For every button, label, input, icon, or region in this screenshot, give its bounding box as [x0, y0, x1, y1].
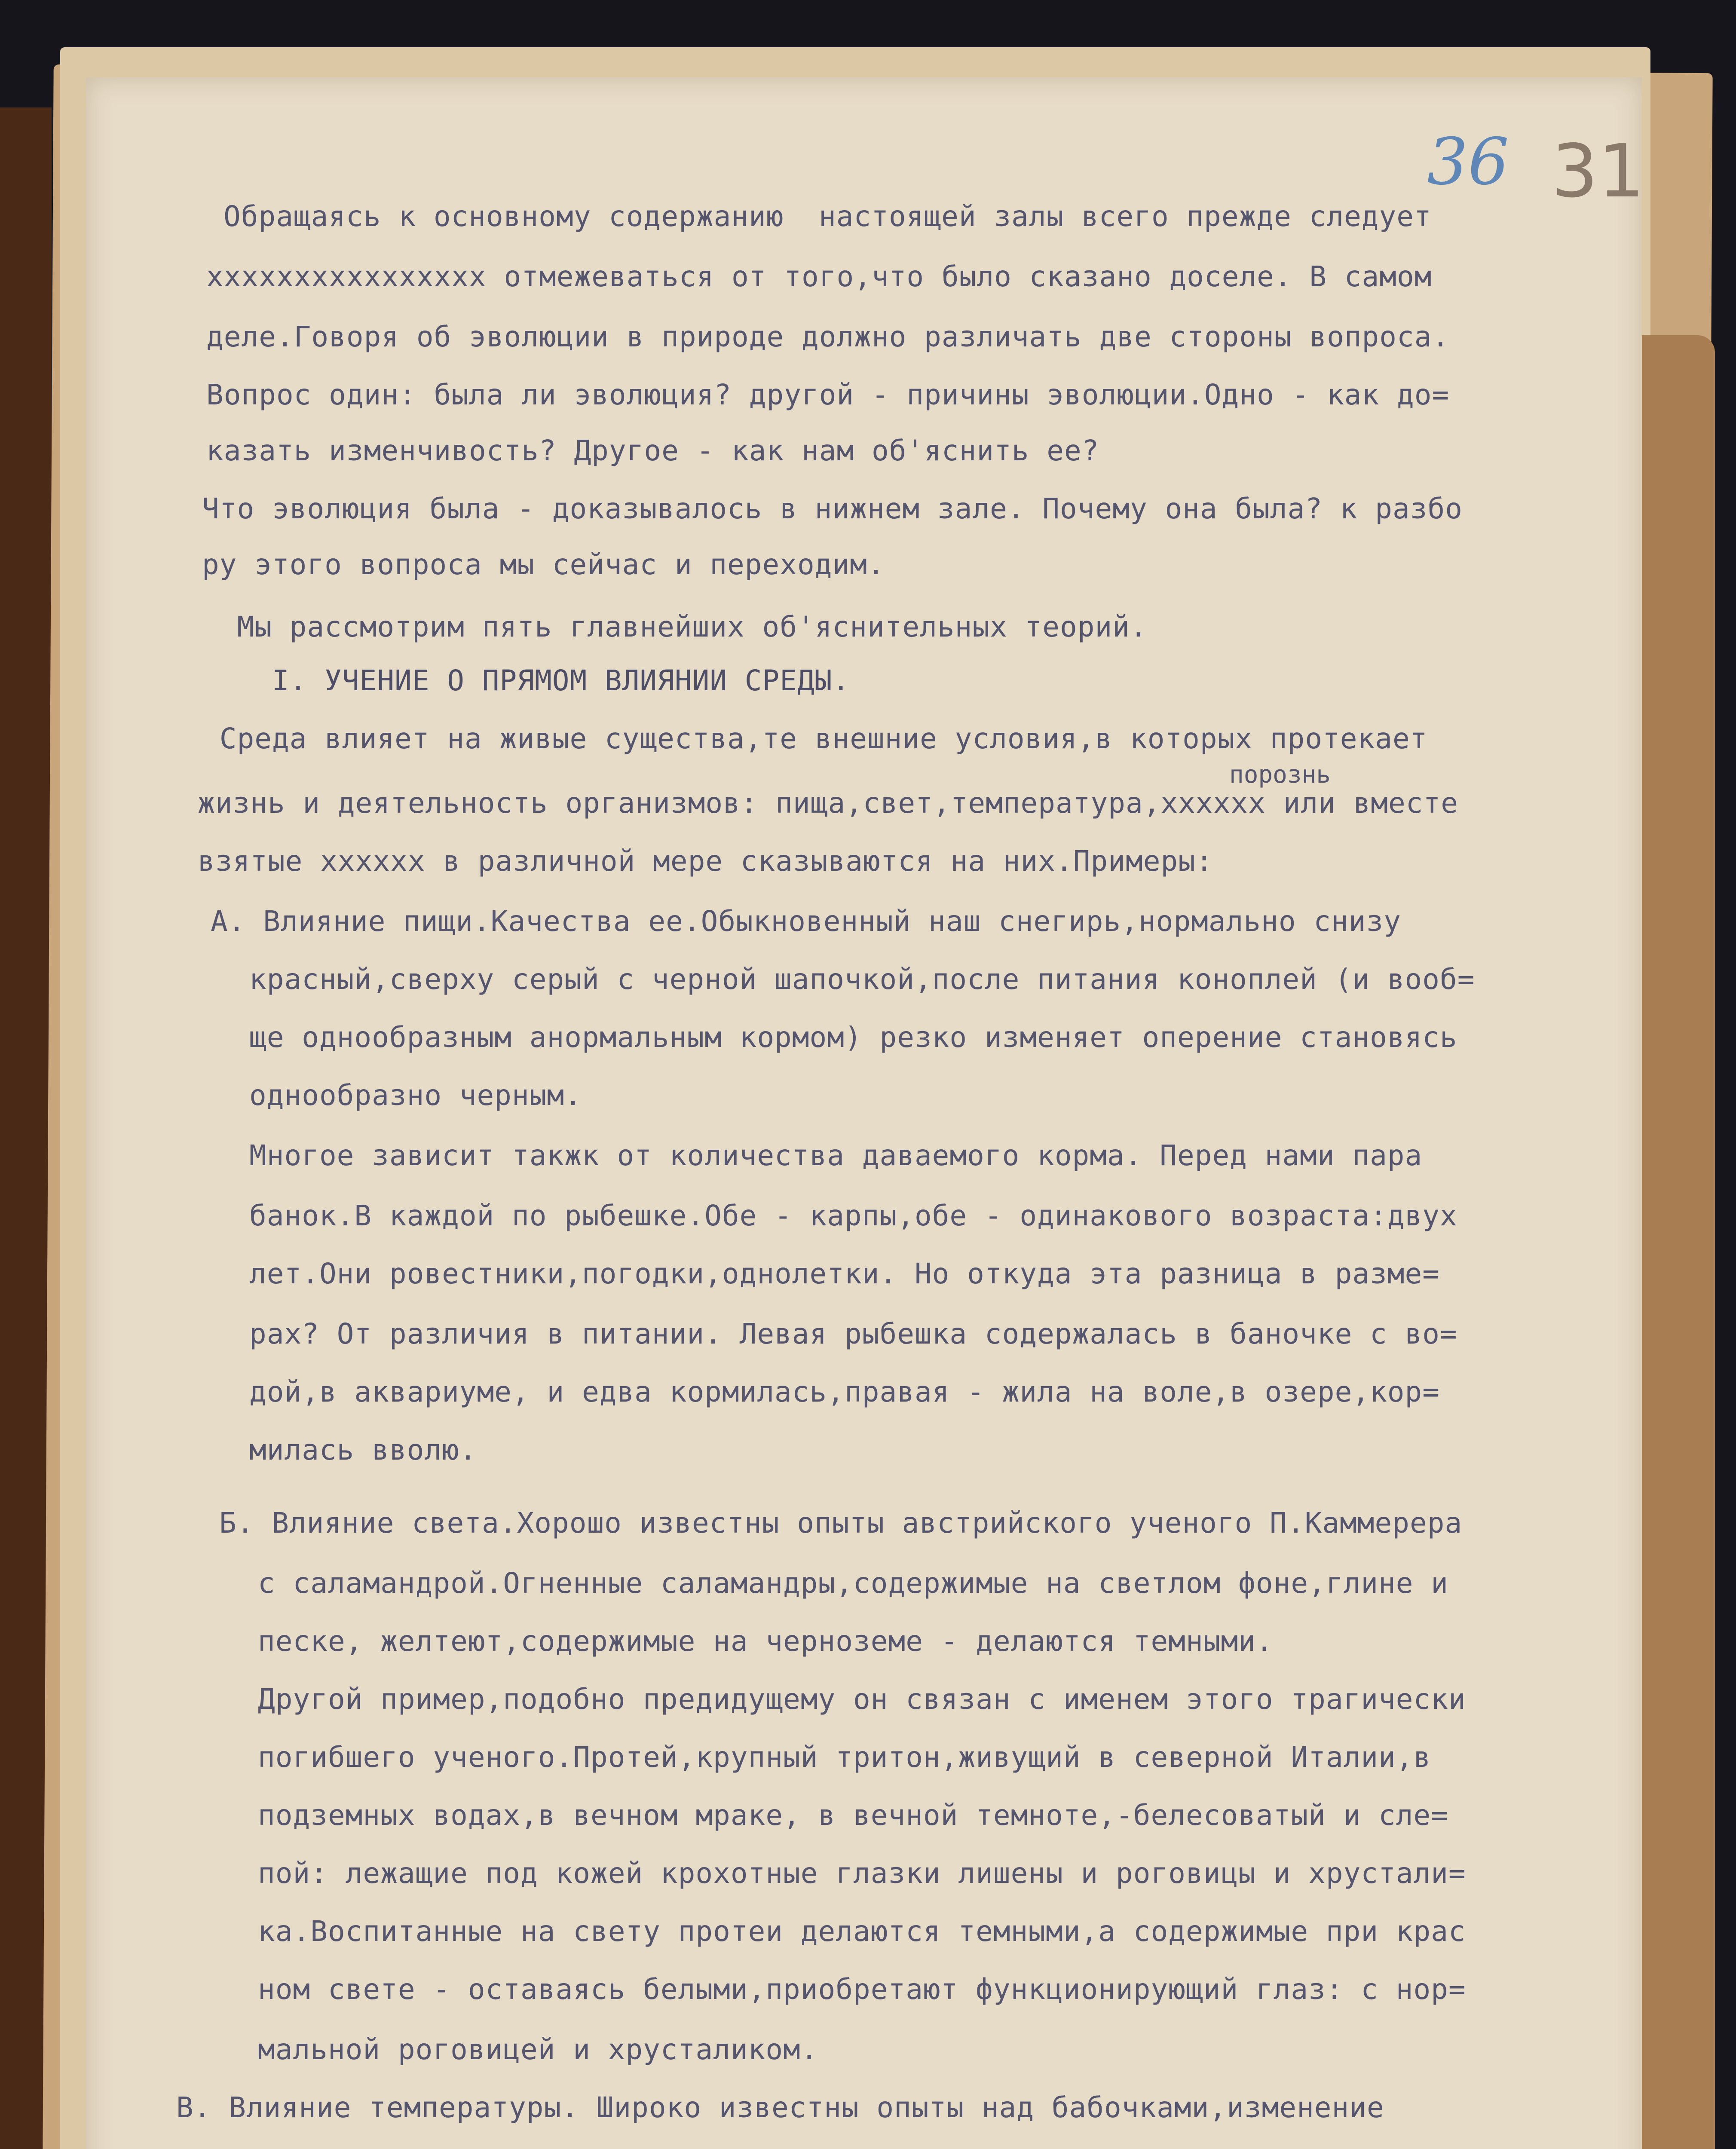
text-line: красный,сверху серый с черной шапочкой,после питания коноплей (и вооб= — [249, 963, 1475, 996]
text-line: подземных водах,в вечном мраке, в вечной темноте,-белесоватый и сле= — [258, 1799, 1449, 1832]
text-line: ка.Воспитанные на свету протеи делаются темными,а содержимые при крас — [258, 1915, 1466, 1948]
binder-edge — [0, 107, 52, 2149]
text-line: Что эволюция была - доказывалось в нижнем зале. Почему она была? к разбо — [202, 492, 1463, 525]
text-line: А. Влияние пищи.Качества ее.Обыкновенный наш снегирь,нормально снизу — [211, 905, 1402, 938]
folio-number: 36 — [1427, 125, 1509, 199]
folio-pencil-number: 31 — [1552, 129, 1645, 214]
text-line: лет.Они ровестники,погодки,однолетки. Но откуда эта разница в разме= — [249, 1257, 1440, 1290]
text-line: рах? От различия в питании. Левая рыбешка содержалась в баночке с во= — [249, 1317, 1457, 1350]
text-line: казать изменчивость? Другое - как нам об'яснить ее? — [206, 434, 1099, 467]
text-line: Б. Влияние света.Хорошо известны опыты австрийского ученого П.Каммерера — [219, 1506, 1463, 1540]
text-line: банок.В каждой по рыбешке.Обе - карпы,обе - одинакового возраста:двух — [249, 1199, 1457, 1232]
text-line: хххххххххххххххх отмежеваться от того,что было сказано доселе. В самом — [206, 260, 1432, 293]
text-line: ру этого вопроса мы сейчас и переходим. — [202, 548, 885, 581]
text-line: Многое зависит такжк от количества даваемого корма. Перед нами пара — [249, 1139, 1423, 1172]
text-line: Среда влияет на живые существа,те внешние условия,в которых протекает — [202, 722, 1428, 755]
text-line: мальной роговицей и хрусталиком. — [258, 2033, 818, 2066]
section-heading: I. УЧЕНИЕ О ПРЯМОМ ВЛИЯНИИ СРЕДЫ. — [202, 664, 850, 697]
text-line: жизнь и деятельность организмов: пища,свет,температура,хххххх или вместе — [198, 787, 1458, 820]
text-line: Обращаясь к основному содержанию настоящей залы всего прежде следует — [224, 200, 1432, 233]
superscript-porozn: порознь — [1229, 761, 1331, 789]
text-line: пой: лежащие под кожей крохотные глазки лишены и роговицы и хрустали= — [258, 1857, 1466, 1890]
text-line: взятые хххххх в различной мере сказываются на них.Примеры: — [198, 845, 1213, 878]
text-line: милась вволю. — [249, 1433, 477, 1466]
text-line: однообразно черным. — [249, 1079, 582, 1112]
text-line: Другой пример,подобно предидущему он связан с именем этого трагически — [258, 1683, 1466, 1716]
paper-stack-right-edge — [1642, 335, 1715, 2149]
text-line: В. Влияние температуры. Широко известны опыты над бабочками,изменение — [176, 2091, 1384, 2124]
text-line: Вопрос один: была ли эволюция? другой - причины эволюции.Одно - как до= — [206, 378, 1450, 411]
text-line: дой,в аквариуме, и едва кормилась,правая - жила на воле,в озере,кор= — [249, 1375, 1440, 1408]
text-line: ще однообразным анормальным кормом) резко изменяет оперение становясь — [249, 1021, 1457, 1054]
text-line: Мы рассмотрим пять главнейших об'яснительных теорий. — [202, 610, 1148, 643]
text-line: погибшего ученого.Протей,крупный тритон,живущий в северной Италии,в — [258, 1741, 1431, 1774]
text-line: деле.Говоря об эволюции в природе должно различать две стороны вопроса. — [206, 320, 1450, 353]
text-line: песке, желтеют,содержимые на черноземе - делаются темными. — [258, 1625, 1274, 1658]
text-line: с саламандрой.Огненные саламандры,содержимые на светлом фоне,глине и — [258, 1567, 1449, 1600]
text-line: ном свете - оставаясь белыми,приобретают функционирующий глаз: с нор= — [258, 1973, 1466, 2006]
